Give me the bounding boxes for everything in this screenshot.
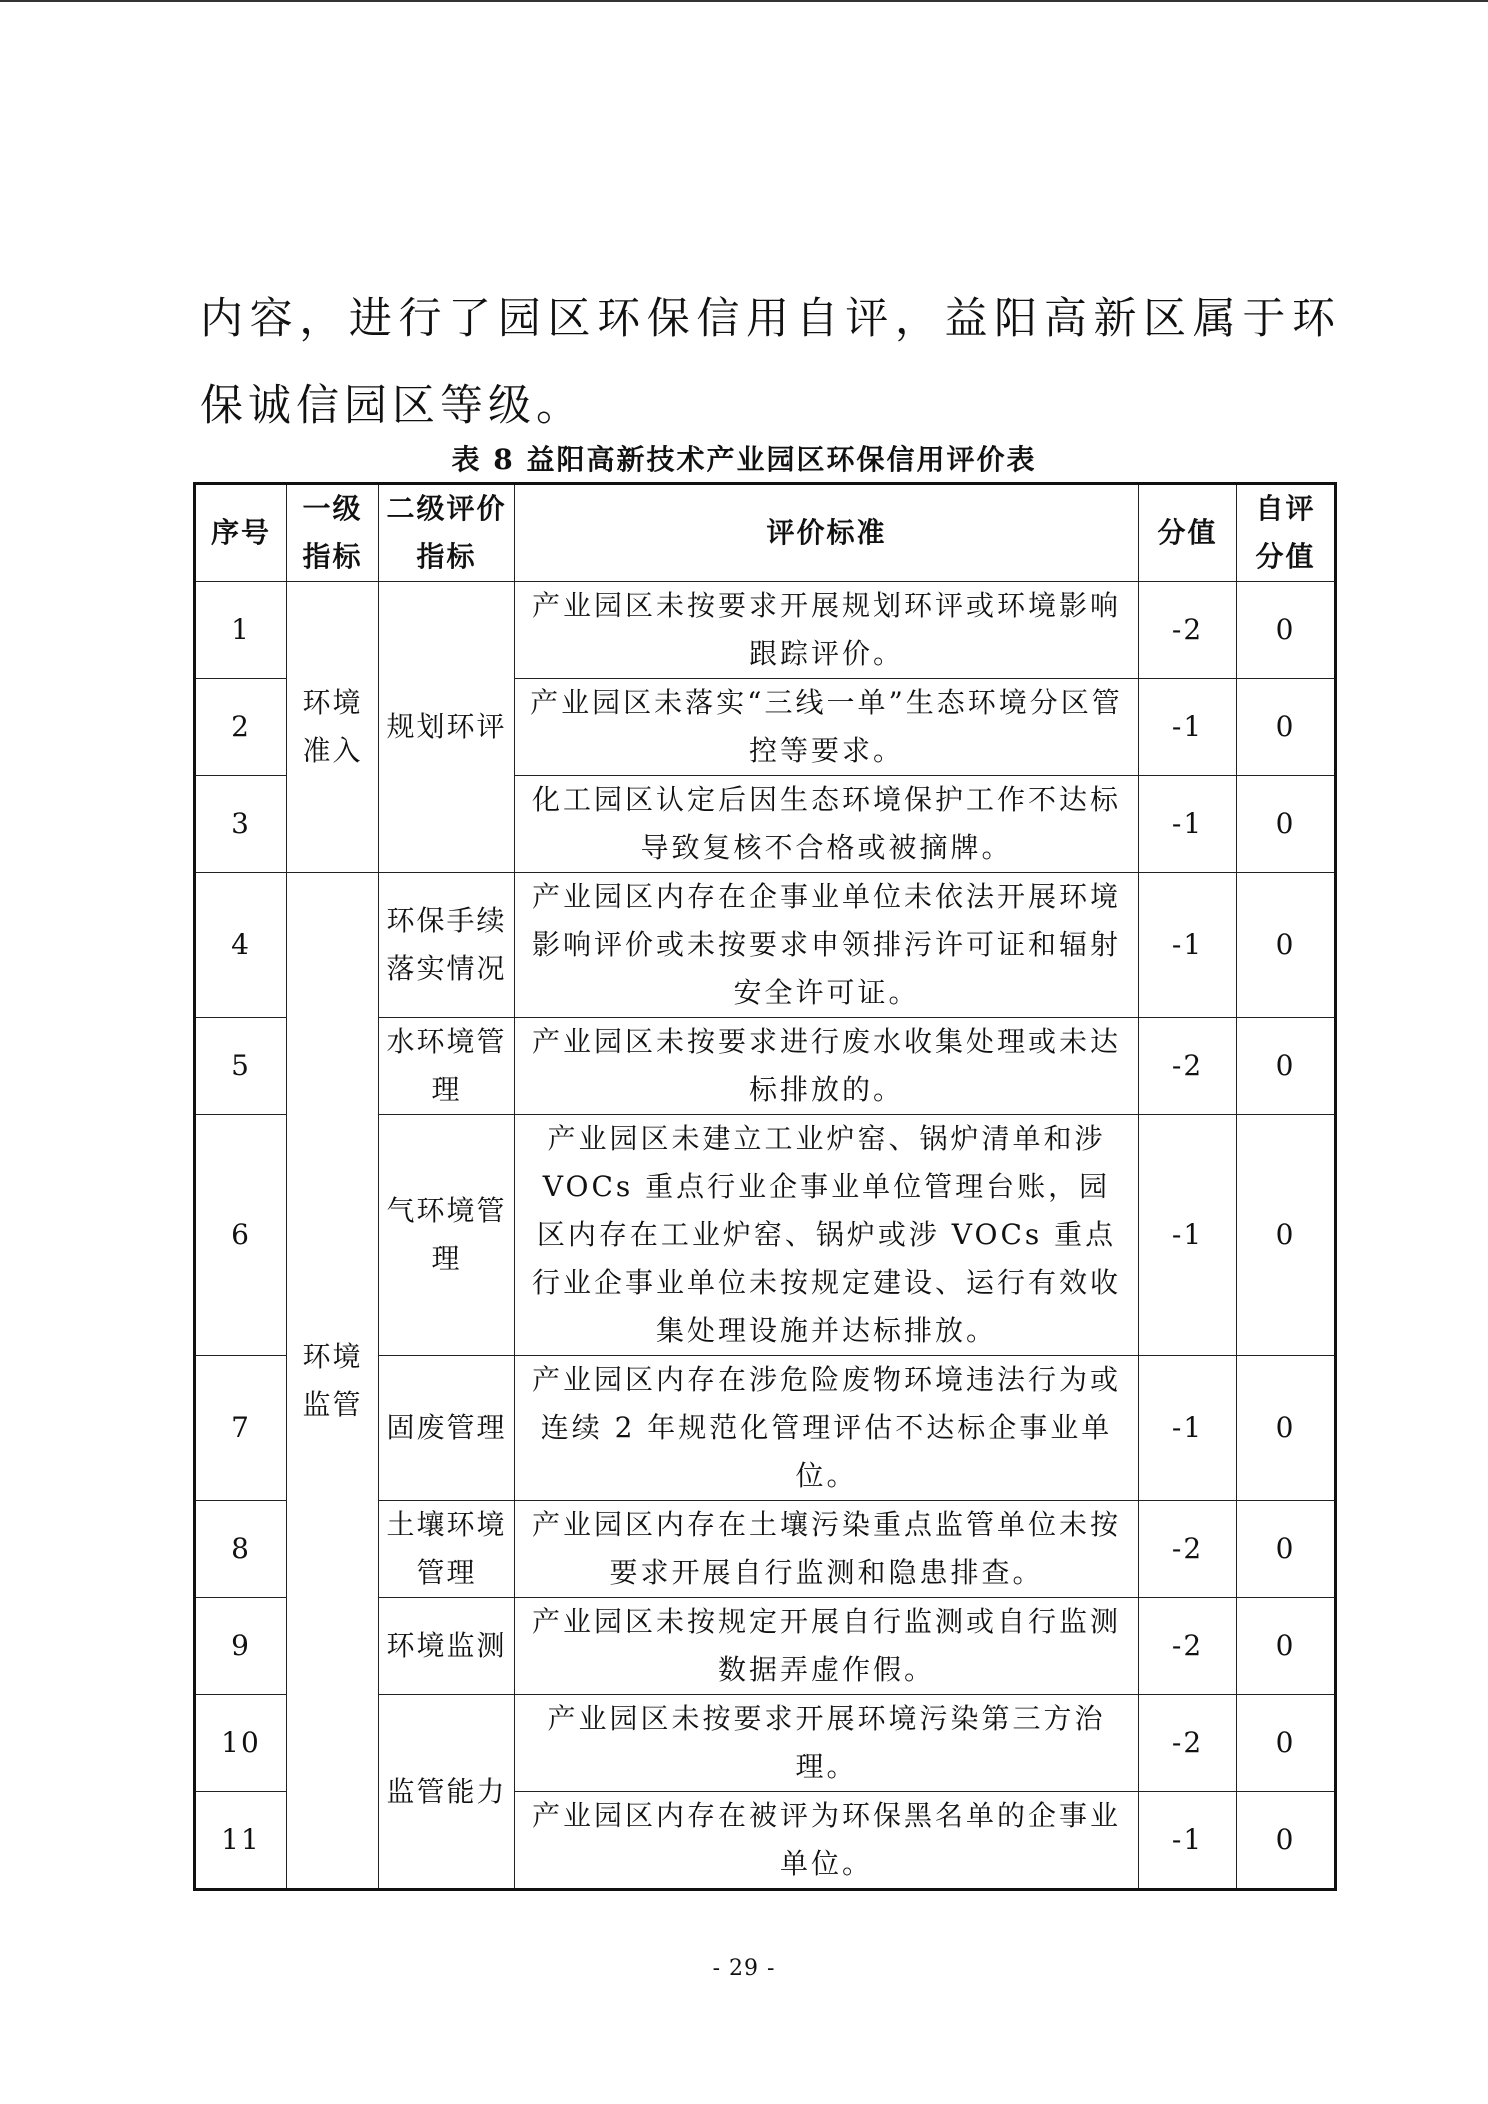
row-self-score: 0 [1237, 1115, 1336, 1356]
row-criteria: 产业园区未按要求开展规划环评或环境影响跟踪评价。 [515, 582, 1139, 679]
row-seq: 2 [195, 679, 287, 776]
row-self-score: 0 [1237, 1018, 1336, 1115]
row-criteria: 产业园区未落实“三线一单”生态环境分区管控等要求。 [515, 679, 1139, 776]
table-caption: 表 8 益阳高新技术产业园区环保信用评价表 [451, 443, 1037, 476]
row-self-score: 0 [1237, 873, 1336, 1018]
row-seq: 3 [195, 776, 287, 873]
row-self-score: 0 [1237, 1501, 1336, 1598]
level2-soil: 土壤环境管理 [379, 1501, 515, 1598]
row-score: -2 [1139, 582, 1237, 679]
row-criteria: 产业园区内存在被评为环保黑名单的企事业单位。 [515, 1792, 1139, 1890]
row-score: -2 [1139, 1695, 1237, 1792]
table-header-row [195, 484, 1336, 582]
row-seq: 7 [195, 1356, 287, 1501]
header-score: 分值 [1139, 484, 1237, 582]
row-self-score: 0 [1237, 1695, 1336, 1792]
row-self-score: 0 [1237, 1792, 1336, 1890]
table-row [195, 873, 1336, 1018]
row-seq: 6 [195, 1115, 287, 1356]
header-level1: 一级指标 [287, 484, 379, 582]
row-score: -1 [1139, 1356, 1237, 1501]
row-criteria: 产业园区未建立工业炉窑、锅炉清单和涉VOCs 重点行业企事业单位管理台账，园区内存在工业炉窑、锅炉或涉 VOCs 重点行业企事业单位未按规定建设、运行有效收集处理设施并达标排放。 [515, 1115, 1139, 1356]
row-seq: 8 [195, 1501, 287, 1598]
row-self-score: 0 [1237, 1598, 1336, 1695]
level1-env-access: 环境准入 [287, 582, 379, 873]
row-self-score: 0 [1237, 679, 1336, 776]
row-self-score: 0 [1237, 1356, 1336, 1501]
header-level2: 二级评价指标 [379, 484, 515, 582]
row-seq: 5 [195, 1018, 287, 1115]
row-seq: 4 [195, 873, 287, 1018]
row-self-score: 0 [1237, 776, 1336, 873]
row-score: -1 [1139, 679, 1237, 776]
row-criteria: 产业园区未按要求进行废水收集处理或未达标排放的。 [515, 1018, 1139, 1115]
row-criteria: 产业园区内存在土壤污染重点监管单位未按要求开展自行监测和隐患排查。 [515, 1501, 1139, 1598]
page-top-border [0, 0, 1488, 2]
level2-capacity: 监管能力 [379, 1695, 515, 1890]
row-score: -1 [1139, 1115, 1237, 1356]
row-self-score: 0 [1237, 582, 1336, 679]
row-seq: 9 [195, 1598, 287, 1695]
header-seq: 序号 [195, 484, 287, 582]
page-number: - 29 - [712, 1956, 776, 1981]
level1-env-supervision: 环境监管 [287, 873, 379, 1890]
intro-paragraph: 内容，进行了园区环保信用自评，益阳高新区属于环保诚信园区等级。 [200, 294, 1340, 431]
row-criteria: 产业园区内存在企事业单位未依法开展环境影响评价或未按要求申领排污许可证和辐射安全许可证。 [515, 873, 1139, 1018]
row-seq: 11 [195, 1792, 287, 1890]
credit-evaluation-table [193, 482, 1337, 1891]
level2-planning-eia: 规划环评 [379, 582, 515, 873]
header-self-score: 自评分值 [1237, 484, 1336, 582]
row-score: -2 [1139, 1598, 1237, 1695]
header-criteria: 评价标准 [515, 484, 1139, 582]
row-criteria: 化工园区认定后因生态环境保护工作不达标导致复核不合格或被摘牌。 [515, 776, 1139, 873]
row-criteria: 产业园区未按要求开展环境污染第三方治理。 [515, 1695, 1139, 1792]
row-criteria: 产业园区未按规定开展自行监测或自行监测数据弄虚作假。 [515, 1598, 1139, 1695]
row-score: -2 [1139, 1018, 1237, 1115]
table-row [195, 582, 1336, 679]
row-criteria: 产业园区内存在涉危险废物环境违法行为或连续 2 年规范化管理评估不达标企事业单位。 [515, 1356, 1139, 1501]
row-score: -1 [1139, 776, 1237, 873]
level2-air: 气环境管理 [379, 1115, 515, 1356]
level2-solid-waste: 固废管理 [379, 1356, 515, 1501]
row-seq: 1 [195, 582, 287, 679]
row-score: -2 [1139, 1501, 1237, 1598]
row-score: -1 [1139, 1792, 1237, 1890]
level2-monitoring: 环境监测 [379, 1598, 515, 1695]
level2-water: 水环境管理 [379, 1018, 515, 1115]
row-score: -1 [1139, 873, 1237, 1018]
row-seq: 10 [195, 1695, 287, 1792]
level2-eia-procedures: 环保手续落实情况 [379, 873, 515, 1018]
